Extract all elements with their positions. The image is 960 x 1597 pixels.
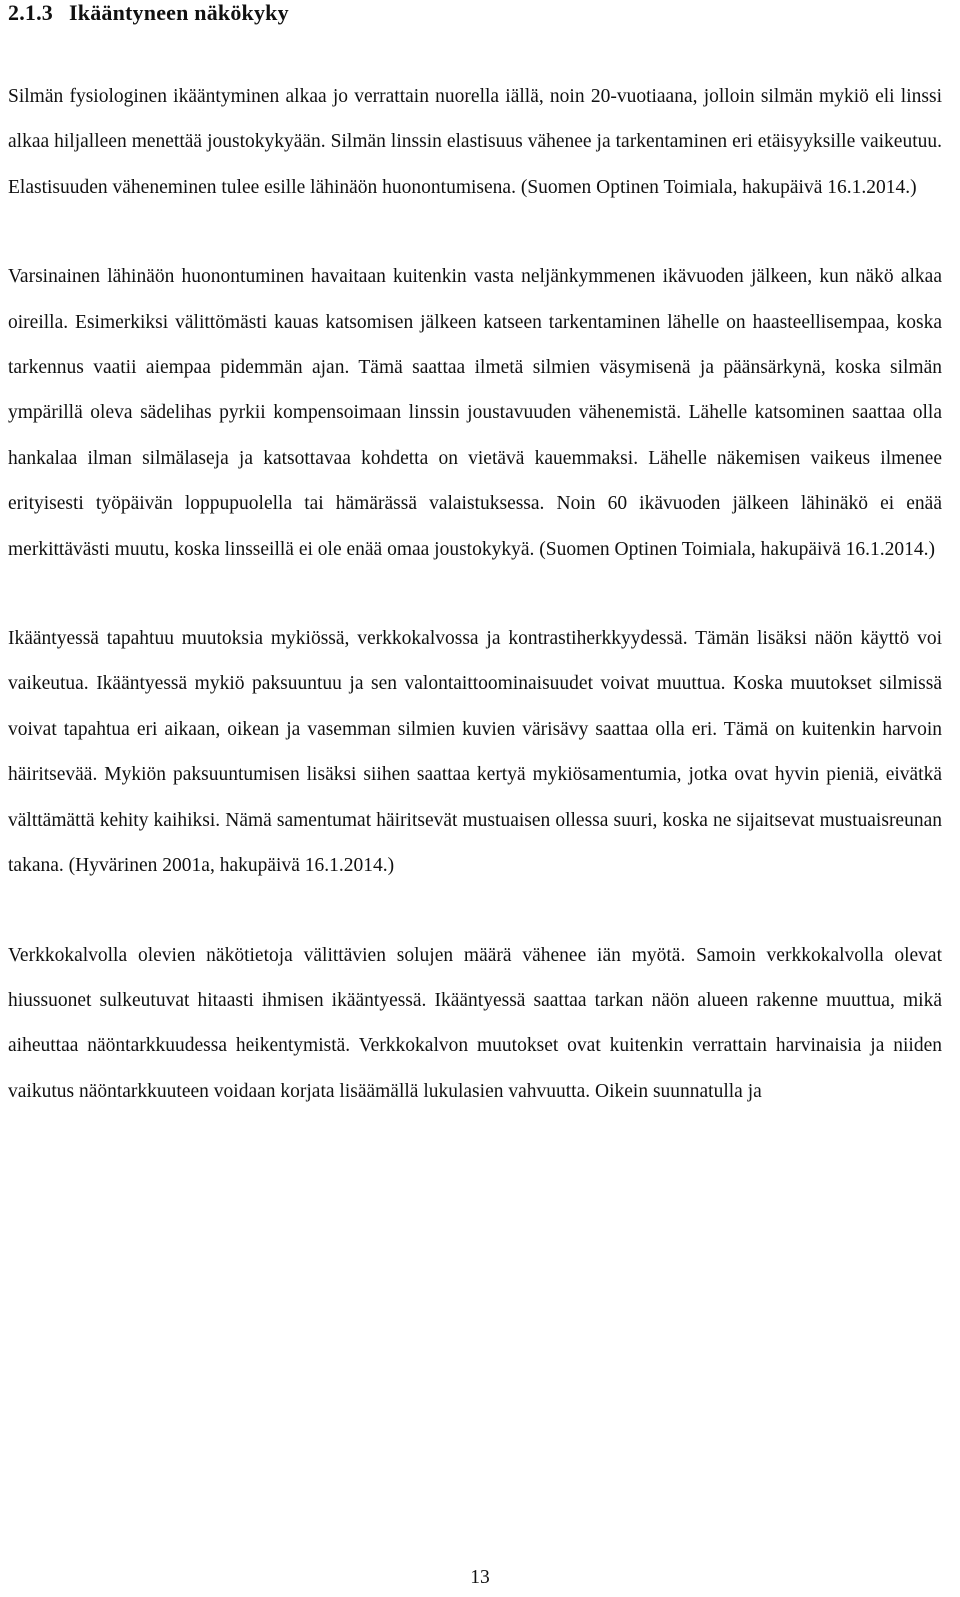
paragraph-1: Silmän fysiologinen ikääntyminen alkaa jo verrattain nuorella iällä, noin 20-vuotiaana, jolloin silmän mykiö eli linssi alkaa hiljalleen menettää joustokykyään. Silmän linssin elastisuus vähenee ja tarkentaminen eri etäisyyksille vaikeutuu. Elastisuuden väheneminen tulee esille lähinäön huonontumisena. (Suomen Optinen Toimiala, hakupäivä 16.1.2014.) (8, 86, 942, 198)
document-page (8, 0, 942, 1114)
paragraph-4: Verkkokalvolla olevien näkötietoja välittävien solujen määrä vähenee iän myötä. Samoin verkkokalvolla olevat hiussuonet sulkeutuvat hitaasti ihmisen ikääntyessä. Ikääntyessä saattaa tarkan näön alueen rakenne muuttua, mikä aiheuttaa näöntarkkuudessa heikentymistä. Verkkokalvon muutokset ovat kuitenkin verrattain harvinaisia ja niiden vaikutus näöntarkkuuteen voidaan korjata lisäämällä lukulasien vahvuutta. Oikein suunnatulla ja (8, 944, 942, 1102)
section-heading (8, 0, 942, 26)
paragraph-2: Varsinainen lähinäön huonontuminen havaitaan kuitenkin vasta neljänkymmenen ikävuoden jälkeen, kun näkö alkaa oireilla. Esimerkiksi välittömästi kauas katsomisen jälkeen katseen tarkentaminen lähelle on haasteellisempaa, koska tarkennus vaatii aiempaa pidemmän ajan. Tämä saattaa ilmetä silmien väsymisenä ja päänsärkynä, koska silmän ympärillä oleva sädelihas pyrkii kompensoimaan linssin joustavuuden vähenemistä. Lähelle katsominen saattaa olla hankalaa ilman silmälaseja ja katsottavaa kohdetta on vietävä kauemmaksi. Lähelle näkemisen vaikeus ilmenee erityisesti työpäivän loppupuolella tai hämärässä valaistuksessa. Noin 60 ikävuoden jälkeen lähinäkö ei enää merkittävästi muutu, koska linsseillä ei ole enää omaa joustokykyä. (Suomen Optinen Toimiala, hakupäivä 16.1.2014.) (8, 266, 942, 560)
page-number: 13 (470, 1567, 490, 1588)
section-title: Ikääntyneen näkökyky (69, 0, 289, 25)
paragraph-3: Ikääntyessä tapahtuu muutoksia mykiössä, verkkokalvossa ja kontrastiherkkyydessä. Tämän lisäksi näön käyttö voi vaikeutua. Ikääntyessä mykiö paksuuntuu ja sen valontaittoominaisuudet voivat muuttua. Koska muutokset silmissä voivat tapahtua eri aikaan, oikean ja vasemman silmien kuvien värisävy saattaa olla eri. Tämä on kuitenkin harvoin häiritsevää. Mykiön paksuuntumisen lisäksi siihen saattaa kertyä mykiösamentumia, jotka ovat hyvin pieniä, eivätkä välttämättä kehity kaihiksi. Nämä samentumat häiritsevät mustuaisen ollessa suuri, koska ne sijaitsevat mustuaisreunan takana. (Hyvärinen 2001a, hakupäivä 16.1.2014.) (8, 628, 942, 877)
section-number: 2.1.3 (8, 0, 53, 25)
